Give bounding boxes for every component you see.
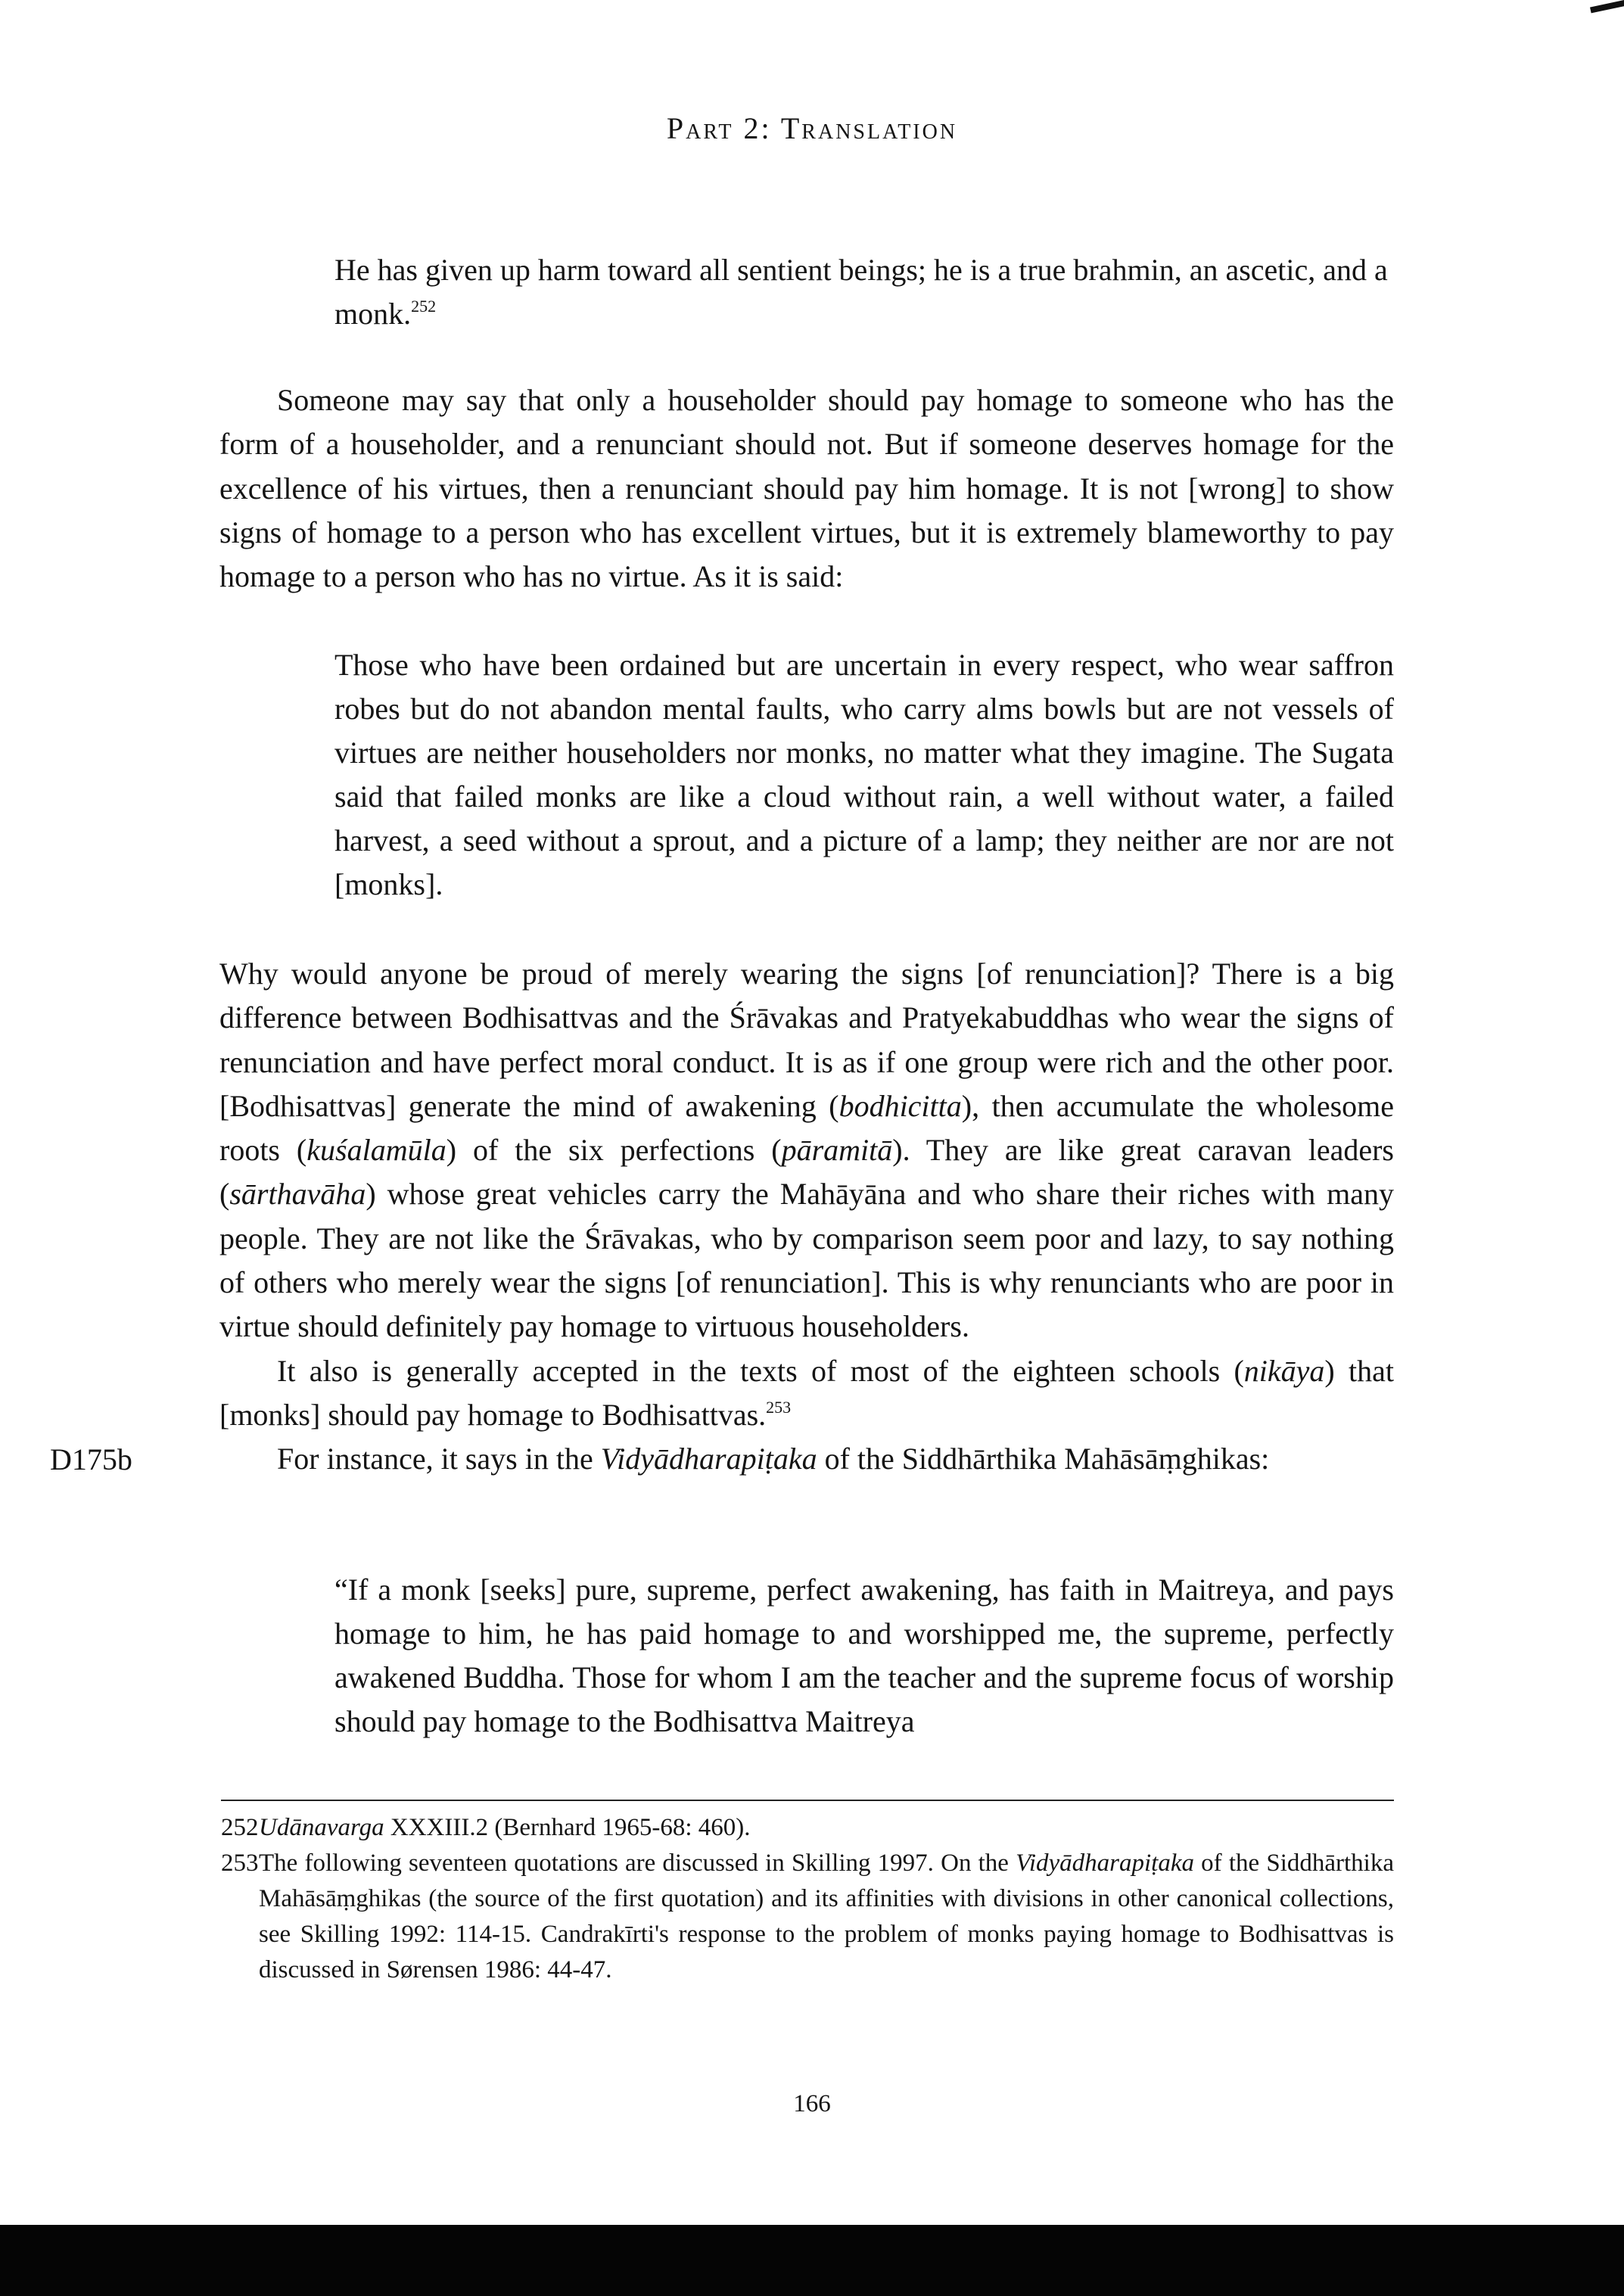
footnote-number: 252 [221, 1814, 259, 1841]
term-sarthavaha: sārthavāha [229, 1177, 366, 1212]
footnote-253: 253 The following seventeen quotations are discussed in Skilling 1997. On the Vidyādharapiṭaka of the Siddhārthika Mahāsāṃghikas (the source of the first quotation) and its affinities with divisions in other canonical collections, see Skilling 1992: 114-15. Candrakīrti's response to the problem of monks paying homage to Bodhisattvas is discussed in Sørensen 1986: 44-47. [221, 1846, 1394, 1988]
footnote-ref-252[interactable]: 252 [411, 297, 437, 316]
quote-1-text: He has given up harm toward all sentient beings; he is a true brahmin, an ascetic, and a monk. [334, 253, 1388, 331]
block-quote-1 [334, 248, 1394, 336]
footnote-rule [221, 1800, 1394, 1801]
main-text-block [219, 952, 1394, 1482]
scan-edge-mark [1590, 0, 1624, 13]
footnote-252: 252 Udānavarga XXXIII.2 (Bernhard 1965-68: 460). [221, 1810, 1394, 1846]
footnote-ref-253[interactable]: 253 [766, 1397, 792, 1417]
paragraph-1: Someone may say that only a householder should pay homage to someone who has the form of a householder, and a renunciant should not. But if someone deserves homage for the excellence of his virtues, then a renunciant should pay him homage. It is not [wrong] to show signs of homage to a person who has excellent virtues, but it is extremely blameworthy to pay homage to a person who has no virtue. As it is said: [219, 383, 1394, 594]
margin-reference: D175b [50, 1442, 132, 1476]
running-head: Part 2: Translation [666, 111, 958, 145]
term-nikaya: nikāya [1243, 1353, 1325, 1388]
quote-3-text: “If a monk [seeks] pure, supreme, perfect awakening, has faith in Maitreya, and pays homage to him, he has paid homage to and worshipped me, the supreme, perfectly awakened Buddha. Those for whom I am the teacher and the supreme focus of worship should pay homage to the Bodhisattva Maitreya [334, 1573, 1394, 1738]
paragraph-4: For instance, it says in the Vidyādharapiṭaka of the Siddhārthika Mahāsāṃghikas: [277, 1442, 1270, 1476]
footnotes [221, 1810, 1394, 1988]
term-bodhicitta: bodhicitta [838, 1088, 962, 1123]
footnote-number: 253 [221, 1850, 259, 1877]
page-number: 166 [793, 2090, 831, 2117]
scan-bottom-band [0, 2225, 1624, 2296]
quote-2-text: Those who have been ordained but are uncertain in every respect, who wear saffron robes but do not abandon mental faults, who carry alms bowls but are not vessels of virtues are neither householders nor monks, no matter what they imagine. The Sugata said that failed monks are like a cloud without rain, a well without water, a failed harvest, a seed without a sprout, and a picture of a lamp; they neither are nor are not [monks]. [334, 648, 1394, 901]
title-vidyadharapitaka: Vidyādharapiṭaka [600, 1442, 817, 1476]
block-quote-2 [334, 643, 1394, 907]
term-kusalamula: kuśalamūla [306, 1133, 446, 1168]
term-paramita: pāramitā [781, 1133, 893, 1168]
paragraph-3: It also is generally accepted in the texts of most of the eighteen schools (nikāya) that [monks] should pay homage to Bodhisattvas.$^{253}$ [219, 1353, 1395, 1432]
paragraph-1-block [219, 378, 1394, 599]
paragraph-2: Why would anyone be proud of merely wearing the signs [of renunciation]? There is a big difference between Bodhisattvas and the Śrāvakas and Pratyekabuddhas who wear the signs of renunciation and have perfect moral conduct. It is as if one group were rich and the other poor. [Bodhisattvas] generate the mind of awakening (bodhicitta), then accumulate the wholesome roots (kuśalamūla) of the six perfections (pāramitā). They are like great caravan leaders (sārthavāha) whose great vehicles carry the Mahāyāna and who share their riches with many people. They are not like the Śrāvakas, who by comparison seem poor and lazy, to say nothing of others who merely wear the signs [of renunciation]. This is why renunciants who are poor in virtue should definitely pay homage to virtuous householders. [219, 957, 1395, 1344]
block-quote-3 [334, 1568, 1394, 1744]
